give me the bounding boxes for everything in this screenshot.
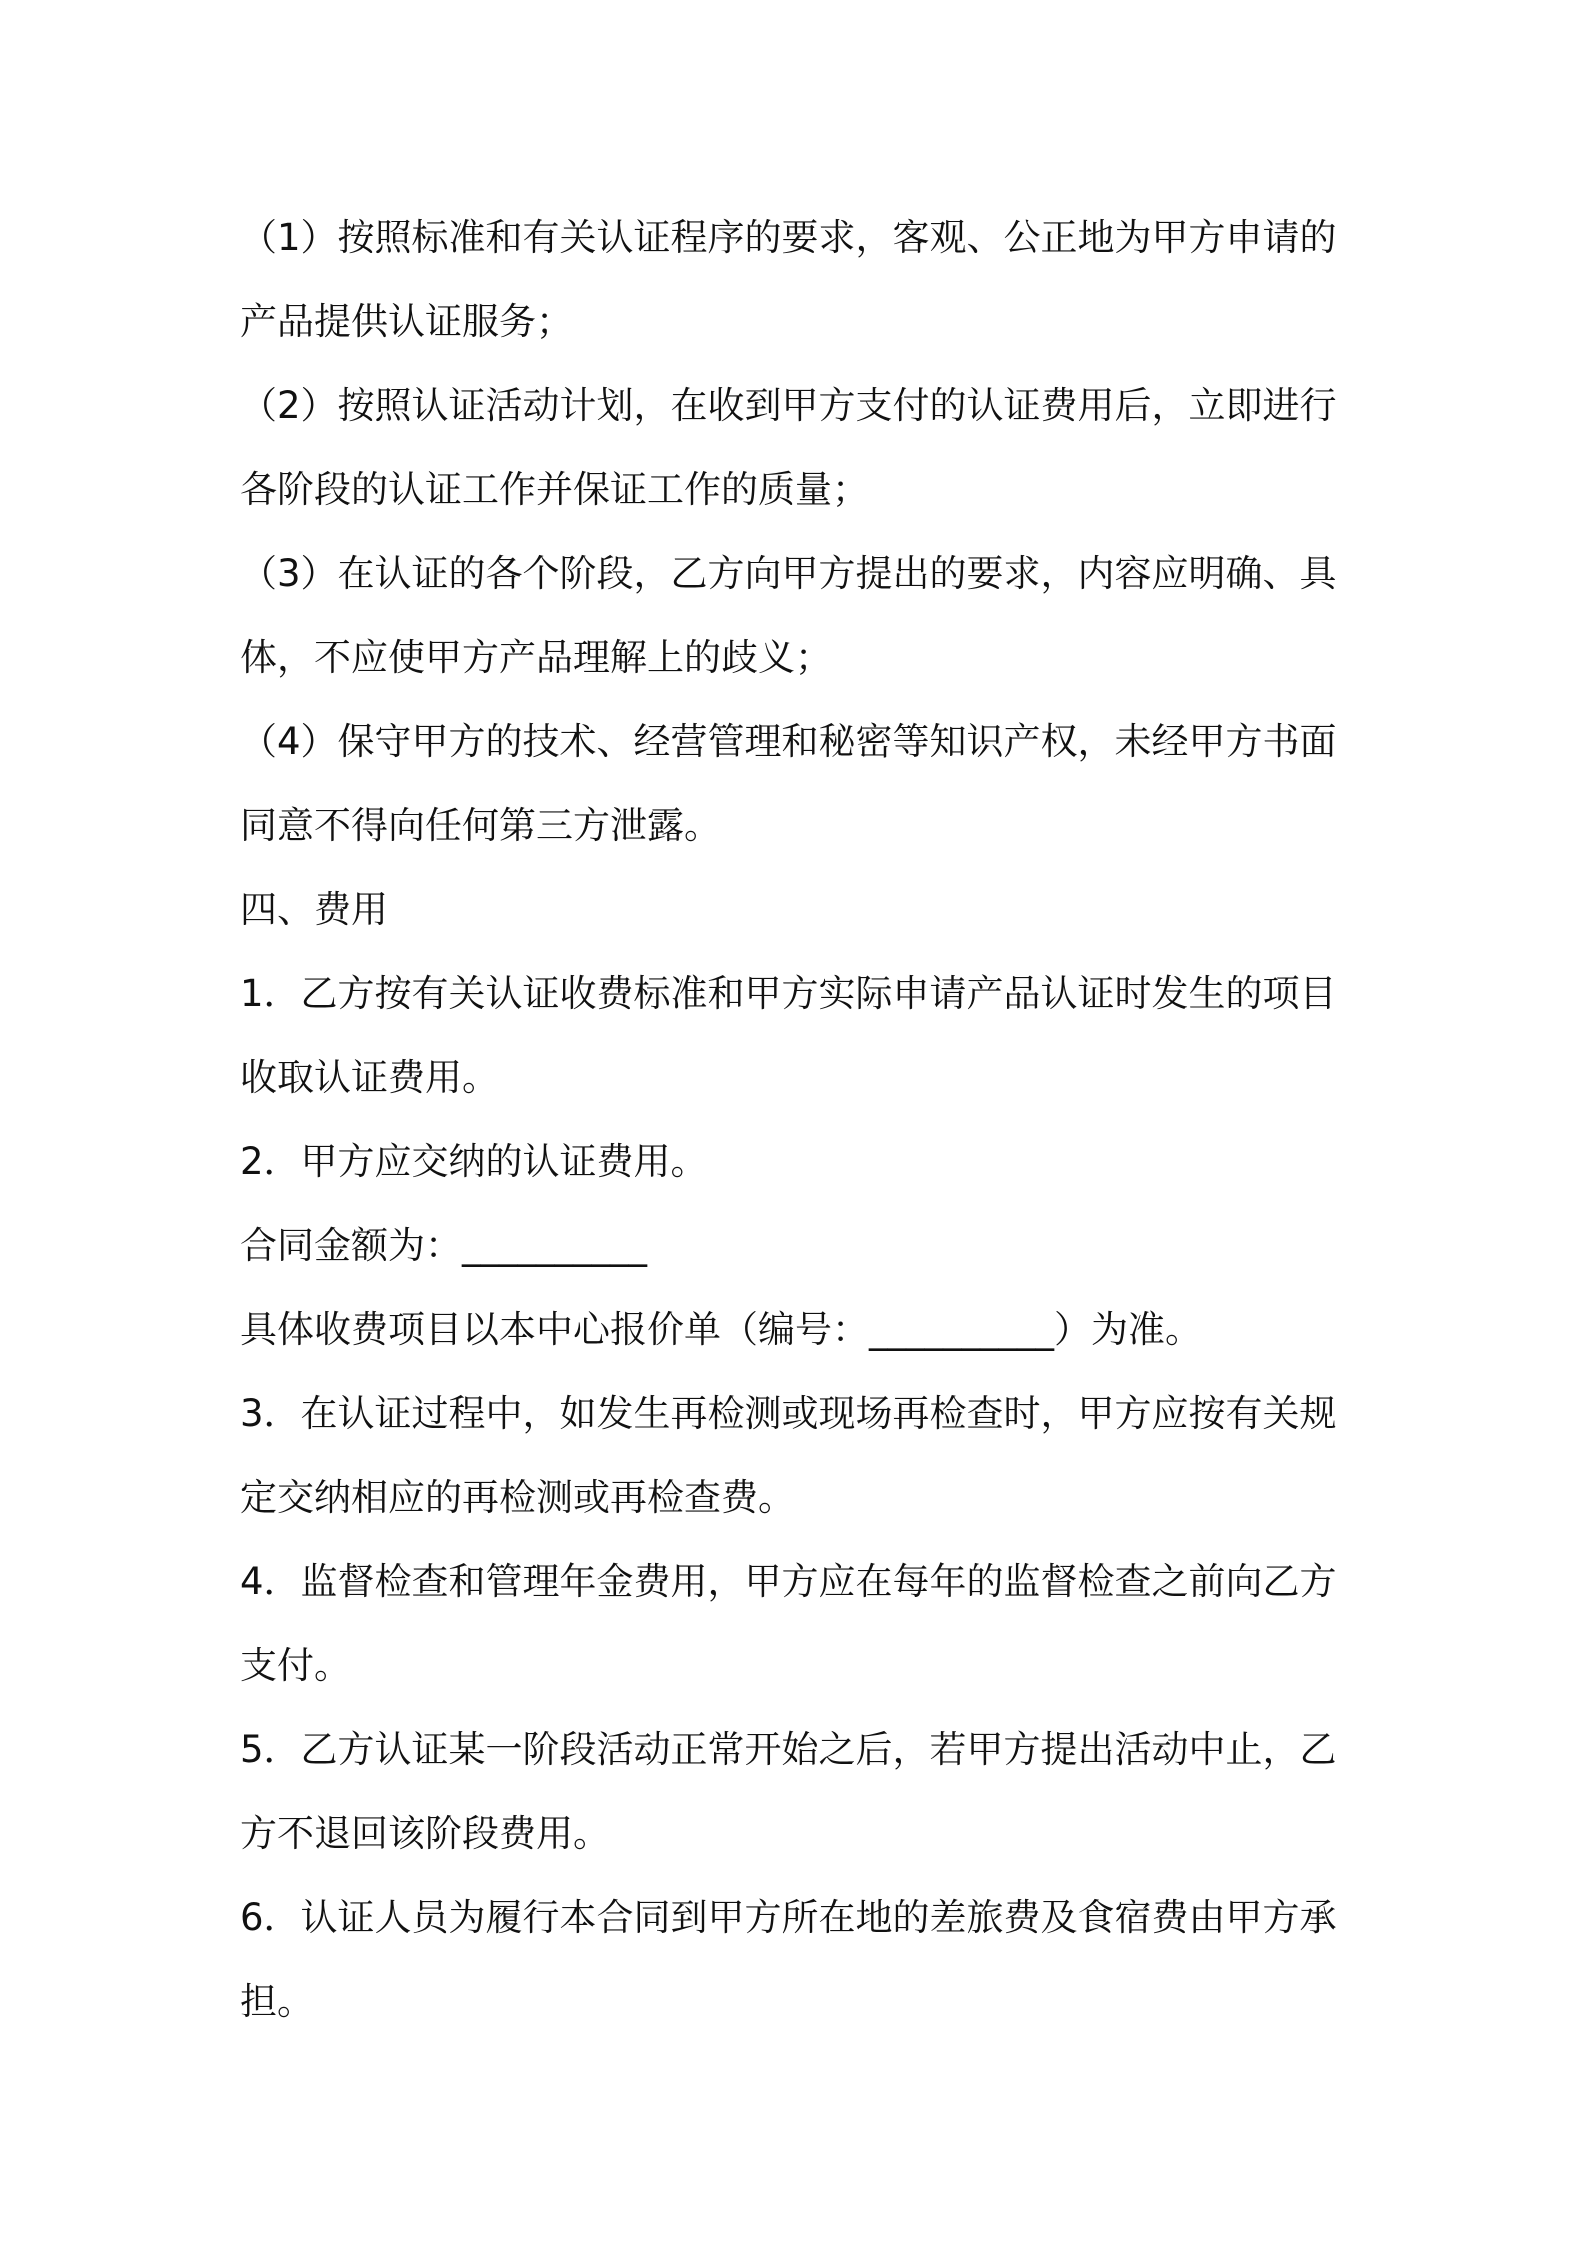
fee-item-2: 2．甲方应交纳的认证费用。 — [240, 1140, 708, 1183]
fee-item-3-line-2: 定交纳相应的再检测或再检查费。 — [240, 1476, 795, 1519]
clause-3-1-line-1: （1）按照标准和有关认证程序的要求，客观、公正地为甲方申请的 — [240, 216, 1337, 259]
section-heading-fees: 四、费用 — [240, 888, 388, 931]
fee-item-5-line-1: 5．乙方认证某一阶段活动正常开始之后，若甲方提出活动中止，乙 — [240, 1728, 1337, 1771]
clause-3-2-line-2: 各阶段的认证工作并保证工作的质量； — [240, 468, 869, 511]
fee-item-6-line-1: 6．认证人员为履行本合同到甲方所在地的差旅费及食宿费由甲方承 — [240, 1896, 1337, 1939]
clause-3-3-line-1: （3）在认证的各个阶段，乙方向甲方提出的要求，内容应明确、具 — [240, 552, 1337, 595]
fee-item-3-line-1: 3．在认证过程中，如发生再检测或现场再检查时，甲方应按有关规 — [240, 1392, 1337, 1435]
fee-item-6-line-2: 担。 — [240, 1980, 314, 2023]
quotation-reference-line: 具体收费项目以本中心报价单（编号：__________）为准。 — [240, 1308, 1202, 1351]
contract-amount-line: 合同金额为：__________ — [240, 1224, 647, 1267]
document-body — [240, 196, 1360, 2044]
clause-3-3-line-2: 体，不应使甲方产品理解上的歧义； — [240, 636, 832, 679]
fee-item-5-line-2: 方不退回该阶段费用。 — [240, 1812, 610, 1855]
fee-item-1-line-2: 收取认证费用。 — [240, 1056, 499, 1099]
clause-3-1-line-2: 产品提供认证服务； — [240, 300, 573, 343]
clause-3-4-line-2: 同意不得向任何第三方泄露。 — [240, 804, 721, 847]
clause-3-4-line-1: （4）保守甲方的技术、经营管理和秘密等知识产权，未经甲方书面 — [240, 720, 1337, 763]
fee-item-4-line-1: 4．监督检查和管理年金费用，甲方应在每年的监督检查之前向乙方 — [240, 1560, 1337, 1603]
fee-item-1-line-1: 1．乙方按有关认证收费标准和甲方实际申请产品认证时发生的项目 — [240, 972, 1337, 1015]
fee-item-4-line-2: 支付。 — [240, 1644, 351, 1687]
clause-3-2-line-1: （2）按照认证活动计划，在收到甲方支付的认证费用后，立即进行 — [240, 384, 1337, 427]
